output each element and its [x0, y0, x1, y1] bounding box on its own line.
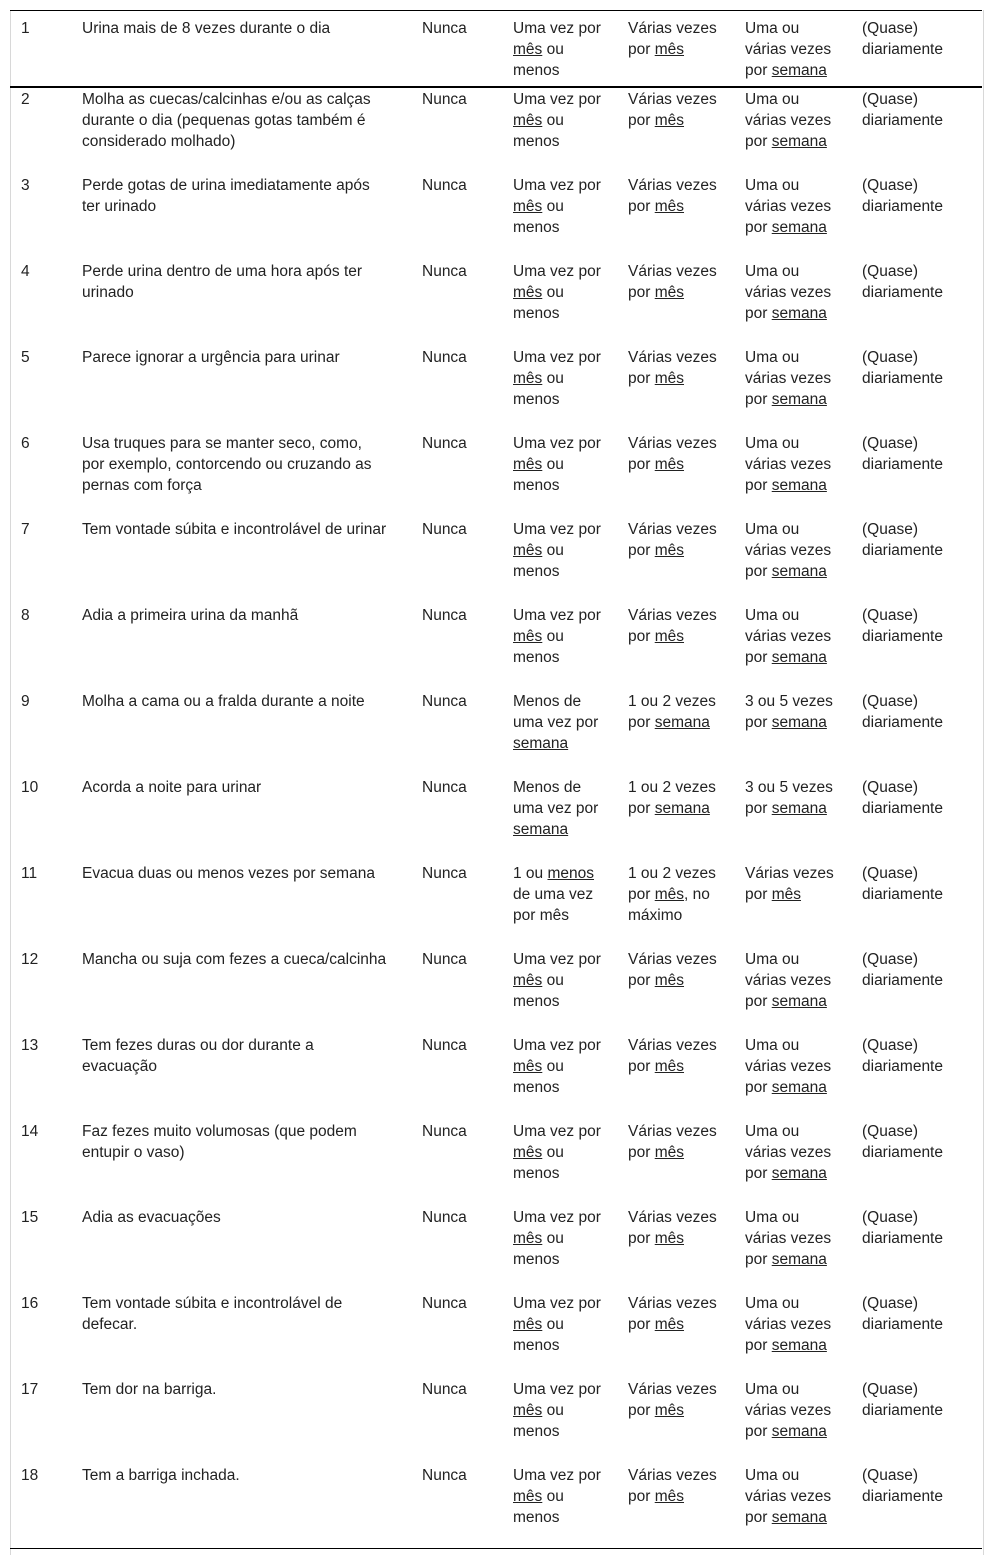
option-text-segment: semana	[771, 1079, 827, 1096]
option-rarely	[502, 1292, 617, 1378]
table-row	[10, 1464, 982, 1549]
table-row	[10, 87, 982, 174]
table-row	[10, 346, 982, 432]
option-text-segment: (Quase) diariamente	[862, 1209, 943, 1247]
option-often	[734, 174, 851, 260]
item-number: 1	[21, 20, 30, 37]
option-text-segment: ou menos	[513, 456, 564, 494]
table-row	[10, 862, 982, 948]
item-number: 4	[21, 263, 30, 280]
table-row	[10, 432, 982, 518]
option-text-segment: mês	[513, 41, 543, 58]
option-never: Nunca	[422, 951, 467, 968]
option-text-segment: Uma ou várias vezes por	[745, 1381, 832, 1440]
option-text-segment: 1 ou 2 vezes por	[628, 865, 716, 903]
option-sometimes	[617, 432, 734, 518]
option-text-segment: (Quase) diariamente	[862, 1037, 943, 1075]
option-rarely	[502, 1206, 617, 1292]
item-number: 2	[21, 91, 30, 108]
option-text-segment: mês	[513, 1230, 543, 1247]
option-text-segment: Várias vezes por	[628, 435, 717, 473]
table-row	[10, 776, 982, 862]
option-text-segment: ou menos	[513, 41, 564, 79]
option-text-segment: (Quase) diariamente	[862, 1467, 943, 1505]
option-text-segment: Uma vez por	[513, 91, 601, 108]
option-rarely	[502, 432, 617, 518]
option-daily	[851, 346, 982, 432]
item-description: Usa truques para se manter seco, como, por exemplo, contorcendo ou cruzando as pernas com força	[82, 435, 372, 494]
item-number: 16	[21, 1295, 39, 1312]
option-daily	[851, 260, 982, 346]
option-often	[734, 862, 851, 948]
item-description: Evacua duas ou menos vezes por semana	[82, 865, 375, 882]
option-text-segment: mês	[513, 284, 543, 301]
option-text-segment: semana	[771, 1423, 827, 1440]
option-text-segment: mês	[654, 1058, 685, 1075]
item-number: 17	[21, 1381, 39, 1398]
option-rarely	[502, 518, 617, 604]
option-often	[734, 260, 851, 346]
option-text-segment: semana	[771, 305, 827, 322]
option-text-segment: Várias vezes por	[628, 1381, 717, 1419]
option-often	[734, 1120, 851, 1206]
option-text-segment: Uma vez por	[513, 435, 601, 452]
option-sometimes	[617, 776, 734, 862]
item-number: 18	[21, 1467, 39, 1484]
option-text-segment: (Quase) diariamente	[862, 263, 943, 301]
option-text-segment: 1 ou 2 vezes por	[628, 693, 716, 731]
option-daily	[851, 1034, 982, 1120]
option-sometimes	[617, 346, 734, 432]
option-text-segment: Uma vez por	[513, 521, 601, 538]
option-text-segment: mês	[513, 542, 543, 559]
option-rarely	[502, 11, 617, 88]
item-description: Molha a cama ou a fralda durante a noite	[82, 693, 365, 710]
option-text-segment: semana	[771, 1165, 827, 1182]
option-text-segment: (Quase) diariamente	[862, 1381, 943, 1419]
option-often	[734, 518, 851, 604]
option-rarely	[502, 948, 617, 1034]
item-number: 14	[21, 1123, 39, 1140]
option-rarely	[502, 1034, 617, 1120]
option-text-segment: Várias vezes por	[628, 521, 717, 559]
option-never: Nunca	[422, 1209, 467, 1226]
item-description: Tem vontade súbita e incontrolável de defecar.	[82, 1295, 343, 1333]
option-text-segment: Uma vez por	[513, 177, 601, 194]
option-text-segment: Uma ou várias vezes por	[745, 951, 832, 1010]
option-text-segment: ou menos	[513, 370, 564, 408]
option-text-segment: mês	[654, 972, 685, 989]
item-description: Urina mais de 8 vezes durante o dia	[82, 20, 331, 37]
item-description: Tem fezes duras ou dor durante a evacuação	[82, 1037, 314, 1075]
option-daily	[851, 776, 982, 862]
option-text-segment: mês	[513, 112, 543, 129]
option-text-segment: mês	[513, 1402, 543, 1419]
option-text-segment: mês	[654, 628, 685, 645]
option-often	[734, 690, 851, 776]
option-text-segment: ou menos	[513, 112, 564, 150]
option-text-segment: ou menos	[513, 628, 564, 666]
option-text-segment: (Quase) diariamente	[862, 1295, 943, 1333]
option-never: Nunca	[422, 1123, 467, 1140]
item-number: 8	[21, 607, 30, 624]
option-text-segment: Uma vez por	[513, 1467, 601, 1484]
table-row	[10, 518, 982, 604]
option-text-segment: ou menos	[513, 972, 564, 1010]
option-text-segment: 3 ou 5 vezes por	[745, 693, 833, 731]
option-never: Nunca	[422, 349, 467, 366]
option-text-segment: Uma ou várias vezes por	[745, 20, 832, 79]
option-text-segment: semana	[513, 821, 569, 838]
option-daily	[851, 11, 982, 88]
option-text-segment: ou menos	[513, 198, 564, 236]
option-often	[734, 1206, 851, 1292]
option-text-segment: mês	[771, 886, 802, 903]
table-row	[10, 1206, 982, 1292]
option-text-segment: mês	[513, 1488, 543, 1505]
option-text-segment: ou menos	[513, 1144, 564, 1182]
table-row	[10, 11, 982, 88]
option-text-segment: Uma vez por	[513, 1123, 601, 1140]
option-text-segment: mês	[513, 972, 543, 989]
option-sometimes	[617, 1464, 734, 1549]
option-text-segment: mês	[654, 456, 685, 473]
item-number: 10	[21, 779, 39, 796]
option-text-segment: mês	[654, 542, 685, 559]
option-text-segment: mês	[654, 1144, 685, 1161]
option-daily	[851, 1120, 982, 1206]
option-text-segment: mês	[513, 1144, 543, 1161]
table-row	[10, 690, 982, 776]
option-sometimes	[617, 11, 734, 88]
option-text-segment: Várias vezes por	[628, 263, 717, 301]
option-text-segment: ou menos	[513, 284, 564, 322]
option-text-segment: Uma ou várias vezes por	[745, 177, 832, 236]
option-text-segment: Uma ou várias vezes por	[745, 349, 832, 408]
item-number: 13	[21, 1037, 39, 1054]
option-daily	[851, 690, 982, 776]
option-text-segment: Várias vezes por	[628, 20, 717, 58]
option-text-segment: semana	[513, 735, 569, 752]
option-often	[734, 948, 851, 1034]
option-text-segment: Uma ou várias vezes por	[745, 263, 832, 322]
option-often	[734, 1378, 851, 1464]
option-text-segment: (Quase) diariamente	[862, 20, 943, 58]
option-text-segment: Uma vez por	[513, 263, 601, 280]
option-rarely	[502, 260, 617, 346]
option-rarely	[502, 1464, 617, 1549]
option-text-segment: (Quase) diariamente	[862, 693, 943, 731]
option-often	[734, 1464, 851, 1549]
option-text-segment: mês	[654, 1230, 685, 1247]
option-rarely	[502, 690, 617, 776]
option-rarely	[502, 862, 617, 948]
option-rarely	[502, 87, 617, 174]
option-daily	[851, 1292, 982, 1378]
option-text-segment: de uma vez por mês	[513, 886, 594, 924]
option-text-segment: Uma ou várias vezes por	[745, 1467, 832, 1526]
option-text-segment: (Quase) diariamente	[862, 951, 943, 989]
option-daily	[851, 432, 982, 518]
option-never: Nunca	[422, 1467, 467, 1484]
option-text-segment: Várias vezes por	[628, 1037, 717, 1075]
option-text-segment: Várias vezes por	[628, 1295, 717, 1333]
option-text-segment: Várias vezes por	[628, 1209, 717, 1247]
option-often	[734, 1292, 851, 1378]
option-text-segment: semana	[771, 1251, 827, 1268]
option-daily	[851, 862, 982, 948]
option-never: Nunca	[422, 1381, 467, 1398]
option-text-segment: mês	[513, 1316, 543, 1333]
option-sometimes	[617, 1034, 734, 1120]
option-text-segment: (Quase) diariamente	[862, 779, 943, 817]
option-text-segment: Uma ou várias vezes por	[745, 1037, 832, 1096]
item-description: Tem dor na barriga.	[82, 1381, 217, 1398]
option-text-segment: (Quase) diariamente	[862, 91, 943, 129]
option-daily	[851, 518, 982, 604]
option-text-segment: mês	[654, 41, 685, 58]
item-description: Molha as cuecas/calcinhas e/ou as calças durante o dia (pequenas gotas também é considerado molhado)	[82, 91, 371, 150]
option-never: Nunca	[422, 693, 467, 710]
item-number: 15	[21, 1209, 39, 1226]
option-sometimes	[617, 948, 734, 1034]
option-text-segment: ou menos	[513, 1316, 564, 1354]
symptom-frequency-table	[10, 10, 982, 1549]
option-text-segment: menos	[547, 865, 595, 882]
option-text-segment: semana	[771, 993, 827, 1010]
option-text-segment: mês	[513, 456, 543, 473]
option-text-segment: Menos de uma vez por	[513, 693, 599, 731]
option-never: Nunca	[422, 1037, 467, 1054]
option-never: Nunca	[422, 607, 467, 624]
option-text-segment: Várias vezes por	[628, 607, 717, 645]
option-rarely	[502, 174, 617, 260]
option-text-segment: Uma ou várias vezes por	[745, 1123, 832, 1182]
option-text-segment: 1 ou 2 vezes por	[628, 779, 716, 817]
option-daily	[851, 604, 982, 690]
option-sometimes	[617, 1120, 734, 1206]
item-description: Mancha ou suja com fezes a cueca/calcinha	[82, 951, 387, 968]
item-number: 6	[21, 435, 30, 452]
option-text-segment: mês	[513, 370, 543, 387]
option-often	[734, 346, 851, 432]
option-often	[734, 1034, 851, 1120]
option-text-segment: Uma vez por	[513, 607, 601, 624]
option-text-segment: Várias vezes por	[628, 951, 717, 989]
option-often	[734, 776, 851, 862]
item-description: Perde urina dentro de uma hora após ter urinado	[82, 263, 363, 301]
option-daily	[851, 1464, 982, 1549]
option-text-segment: Várias vezes por	[745, 865, 834, 903]
item-description: Tem a barriga inchada.	[82, 1467, 240, 1484]
table-row	[10, 1034, 982, 1120]
option-text-segment: semana	[771, 391, 827, 408]
option-text-segment: Uma ou várias vezes por	[745, 1209, 832, 1268]
option-text-segment: mês	[654, 198, 685, 215]
option-text-segment: Várias vezes por	[628, 349, 717, 387]
option-text-segment: Uma vez por	[513, 20, 601, 37]
item-description: Adia a primeira urina da manhã	[82, 607, 299, 624]
option-text-segment: Várias vezes por	[628, 1123, 717, 1161]
table-body	[10, 11, 982, 1549]
option-text-segment: mês	[654, 1316, 685, 1333]
option-text-segment: ou menos	[513, 1488, 564, 1526]
option-text-segment: semana	[654, 714, 710, 731]
option-rarely	[502, 1120, 617, 1206]
item-number: 5	[21, 349, 30, 366]
option-text-segment: Várias vezes por	[628, 91, 717, 129]
option-rarely	[502, 346, 617, 432]
item-number: 3	[21, 177, 30, 194]
option-text-segment: semana	[771, 800, 827, 817]
option-text-segment: 3 ou 5 vezes por	[745, 779, 833, 817]
item-description: Parece ignorar a urgência para urinar	[82, 349, 340, 366]
option-text-segment: 1 ou	[513, 865, 548, 882]
option-text-segment: mês	[513, 198, 543, 215]
option-text-segment: Uma vez por	[513, 349, 601, 366]
item-description: Acorda a noite para urinar	[82, 779, 262, 796]
option-rarely	[502, 1378, 617, 1464]
option-text-segment: semana	[771, 133, 827, 150]
item-number: 7	[21, 521, 30, 538]
option-sometimes	[617, 1206, 734, 1292]
option-sometimes	[617, 518, 734, 604]
option-often	[734, 432, 851, 518]
option-daily	[851, 948, 982, 1034]
option-never: Nunca	[422, 20, 467, 37]
option-never: Nunca	[422, 779, 467, 796]
option-text-segment: semana	[771, 563, 827, 580]
option-text-segment: semana	[654, 800, 710, 817]
option-text-segment: ou menos	[513, 1402, 564, 1440]
table-row	[10, 174, 982, 260]
option-text-segment: (Quase) diariamente	[862, 435, 943, 473]
option-text-segment: mês	[513, 1058, 543, 1075]
item-number: 11	[21, 865, 38, 882]
option-sometimes	[617, 1378, 734, 1464]
option-text-segment: semana	[771, 1337, 827, 1354]
option-text-segment: (Quase) diariamente	[862, 521, 943, 559]
option-text-segment: Menos de uma vez por	[513, 779, 599, 817]
option-text-segment: semana	[771, 714, 827, 731]
option-often	[734, 604, 851, 690]
table-row	[10, 1292, 982, 1378]
option-never: Nunca	[422, 263, 467, 280]
option-daily	[851, 87, 982, 174]
option-sometimes	[617, 174, 734, 260]
option-never: Nunca	[422, 91, 467, 108]
option-text-segment: (Quase) diariamente	[862, 1123, 943, 1161]
option-daily	[851, 1206, 982, 1292]
option-text-segment: Uma vez por	[513, 1295, 601, 1312]
option-text-segment: Uma ou várias vezes por	[745, 435, 832, 494]
option-sometimes	[617, 604, 734, 690]
option-text-segment: mês	[513, 628, 543, 645]
option-text-segment: (Quase) diariamente	[862, 607, 943, 645]
item-description: Perde gotas de urina imediatamente após ter urinado	[82, 177, 370, 215]
option-text-segment: ou menos	[513, 542, 564, 580]
option-rarely	[502, 776, 617, 862]
table-row	[10, 948, 982, 1034]
item-number: 12	[21, 951, 39, 968]
option-often	[734, 87, 851, 174]
option-text-segment: Uma ou várias vezes por	[745, 607, 832, 666]
option-text-segment: Uma vez por	[513, 1037, 601, 1054]
table-row	[10, 1378, 982, 1464]
table-row	[10, 604, 982, 690]
option-text-segment: Uma ou várias vezes por	[745, 521, 832, 580]
option-text-segment: Uma vez por	[513, 951, 601, 968]
option-text-segment: semana	[771, 1509, 827, 1526]
item-description: Adia as evacuações	[82, 1209, 221, 1226]
option-often	[734, 11, 851, 88]
option-text-segment: Várias vezes por	[628, 1467, 717, 1505]
option-text-segment: Uma vez por	[513, 1381, 601, 1398]
table-row	[10, 260, 982, 346]
option-text-segment: mês	[654, 886, 685, 903]
option-never: Nunca	[422, 521, 467, 538]
option-text-segment: Várias vezes por	[628, 177, 717, 215]
option-never: Nunca	[422, 177, 467, 194]
option-sometimes	[617, 862, 734, 948]
option-sometimes	[617, 690, 734, 776]
item-number: 9	[21, 693, 30, 710]
option-text-segment: mês	[654, 370, 685, 387]
option-text-segment: (Quase) diariamente	[862, 177, 943, 215]
option-text-segment: mês	[654, 1488, 685, 1505]
option-sometimes	[617, 87, 734, 174]
option-text-segment: Uma vez por	[513, 1209, 601, 1226]
option-text-segment: semana	[771, 649, 827, 666]
option-text-segment: , no máximo	[628, 886, 710, 924]
option-text-segment: mês	[654, 1402, 685, 1419]
option-text-segment: (Quase) diariamente	[862, 349, 943, 387]
option-text-segment: mês	[654, 284, 685, 301]
option-never: Nunca	[422, 435, 467, 452]
option-daily	[851, 174, 982, 260]
table-row	[10, 1120, 982, 1206]
option-text-segment: Uma ou várias vezes por	[745, 1295, 832, 1354]
option-text-segment: semana	[771, 477, 827, 494]
option-text-segment: ou menos	[513, 1230, 564, 1268]
option-daily	[851, 1378, 982, 1464]
option-sometimes	[617, 260, 734, 346]
option-never: Nunca	[422, 1295, 467, 1312]
option-text-segment: semana	[771, 219, 827, 236]
option-text-segment: mês	[654, 112, 685, 129]
option-text-segment: Uma ou várias vezes por	[745, 91, 832, 150]
item-description: Tem vontade súbita e incontrolável de urinar	[82, 521, 387, 538]
option-text-segment: ou menos	[513, 1058, 564, 1096]
option-never: Nunca	[422, 865, 467, 882]
option-rarely	[502, 604, 617, 690]
option-text-segment: semana	[771, 62, 827, 79]
item-description: Faz fezes muito volumosas (que podem entupir o vaso)	[82, 1123, 357, 1161]
option-sometimes	[617, 1292, 734, 1378]
option-text-segment: (Quase) diariamente	[862, 865, 943, 903]
